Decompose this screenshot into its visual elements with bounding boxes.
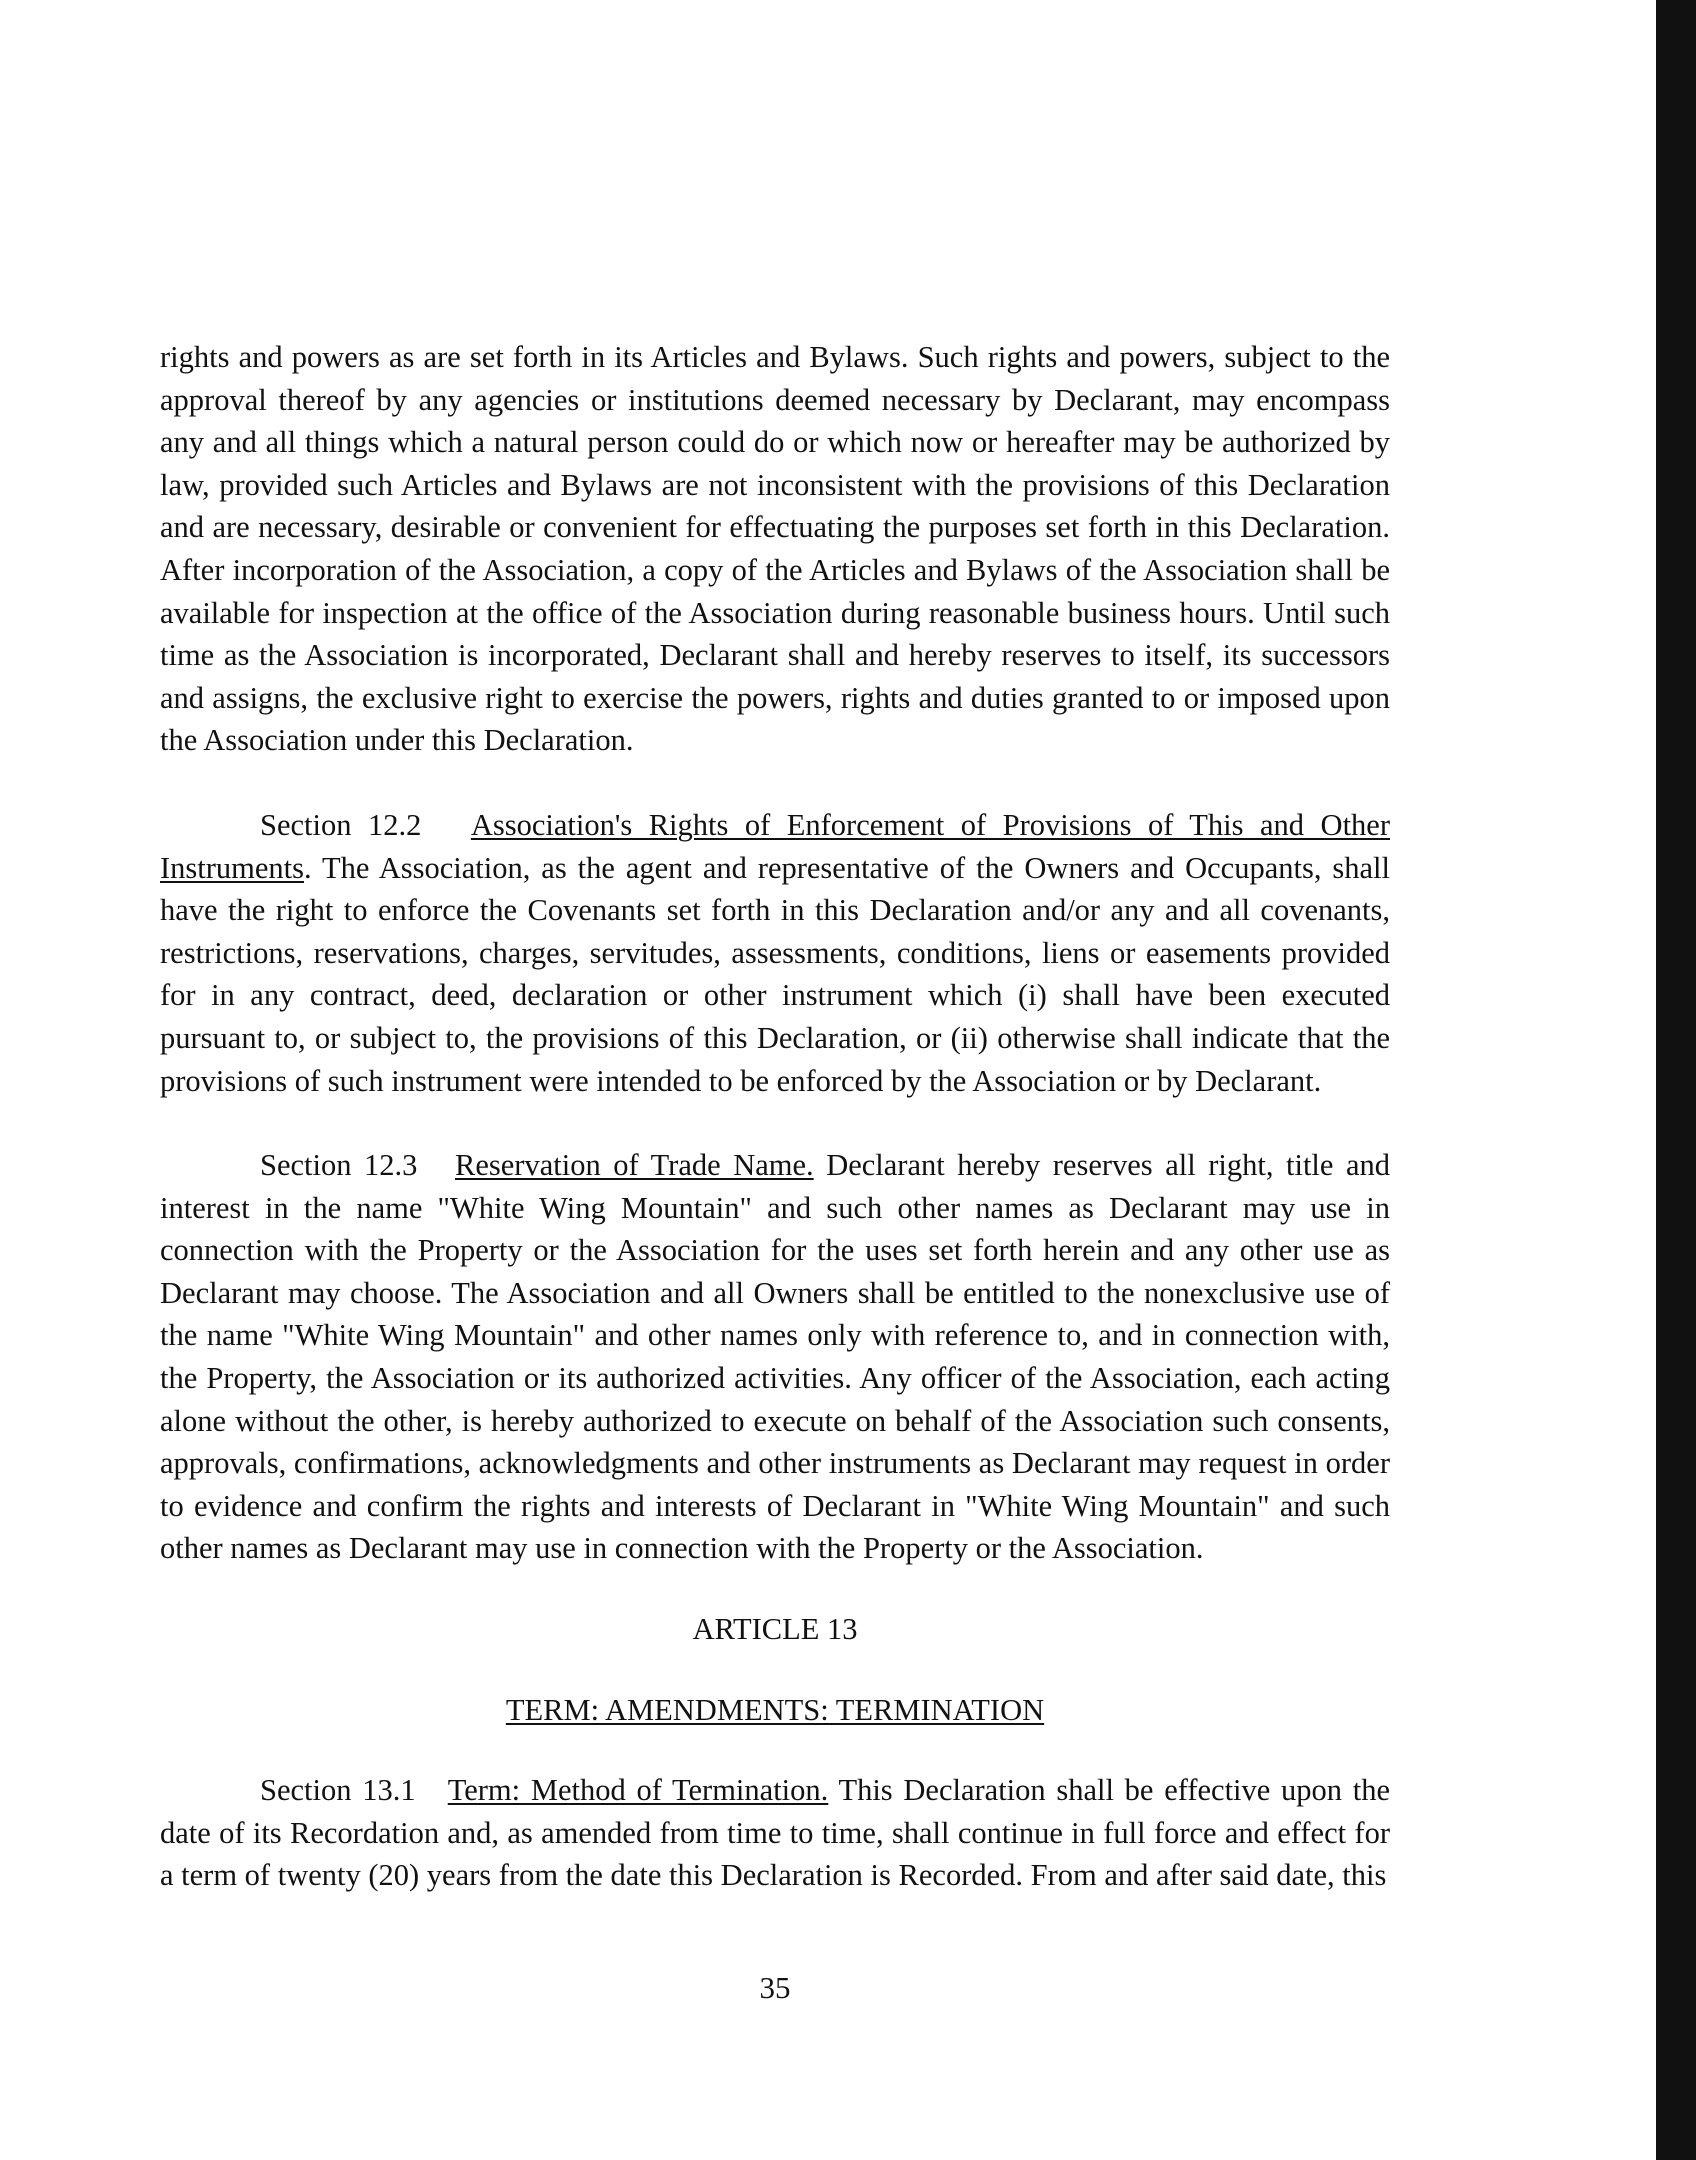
section-12-3-number: Section 12.3	[260, 1148, 418, 1183]
section-13-1-body: This Declaration shall be effective upon the date of its Recordation and, as amended from time to time, shall continue in full force and effect for a term of twenty (20) years from the date this Declaration is Recorded. From and after said date, this	[160, 1773, 1390, 1893]
article-title: TERM: AMENDMENTS: TERMINATION	[505, 1692, 1045, 1727]
section-12-2-number: Section 12.2	[260, 807, 422, 842]
section-12-2-body: The Association, as the agent and representative of the Owners and Occupants, shall have the right to enforce the Covenants set forth in this Declaration and/or any and all covenants, restrictions, reservations, charges, servitudes, assessments, conditions, liens or easements provided for in any contract, deed, declaration or other instrument which (i) shall have been executed pursuant to, or subject to, the provisions of this Declaration, or (ii) otherwise shall indicate that the provisions of such instrument were intended to be enforced by the Association or by Declarant.	[160, 850, 1390, 1098]
section-13-1-number: Section 13.1	[260, 1773, 416, 1808]
section-13-1-title: Term: Method of Termination.	[447, 1773, 829, 1808]
section-12-2-title-punct: .	[304, 850, 312, 885]
section-13-1	[160, 1769, 1390, 1897]
section-12-3	[160, 1144, 1390, 1570]
article-heading: ARTICLE 13	[692, 1612, 858, 1647]
section-12-2	[160, 804, 1390, 1102]
scan-edge-border	[1656, 0, 1696, 2160]
page-number: 35	[759, 1970, 791, 2005]
document-page-body	[160, 336, 1390, 1897]
section-12-3-title: Reservation of Trade Name.	[455, 1148, 814, 1183]
paragraph-articles-bylaws: rights and powers as are set forth in its Articles and Bylaws. Such rights and powers, subject to the approval thereof by any agencies or institutions deemed necessary by Declarant, may encompass any and all things which a natural person could do or which now or hereafter may be authorized by law, provided such Articles and Bylaws are not inconsistent with the provisions of this Declaration and are necessary, desirable or convenient for effectuating the purposes set forth in this Declaration. After incorporation of the Association, a copy of the Articles and Bylaws of the Association shall be available for inspection at the office of the Association during reasonable business hours. Until such time as the Association is incorporated, Declarant shall and hereby reserves to itself, its successors and assigns, the exclusive right to exercise the powers, rights and duties granted to or imposed upon the Association under this Declaration.	[160, 340, 1390, 758]
section-12-2-title: Association's Rights of Enforcement of Provisions of This and Other Instruments	[160, 807, 1390, 885]
article-title-wrapper	[160, 1689, 1390, 1732]
section-12-3-body: Declarant hereby reserves all right, title and interest in the name "White Wing Mountain" and such other names as Declarant may use in connection with the Property or the Association for the uses set forth herein and any other use as Declarant may choose. The Association and all Owners shall be entitled to the nonexclusive use of the name "White Wing Mountain" and other names only with reference to, and in connection with, the Property, the Association or its authorized activities. Any officer of the Association, each acting alone without the other, is hereby authorized to execute on behalf of the Association such consents, approvals, confirmations, acknowledgments and other instruments as Declarant may request in order to evidence and confirm the rights and interests of Declarant in "White Wing Mountain" and such other names as Declarant may use in connection with the Property or the Association.	[160, 1148, 1390, 1566]
